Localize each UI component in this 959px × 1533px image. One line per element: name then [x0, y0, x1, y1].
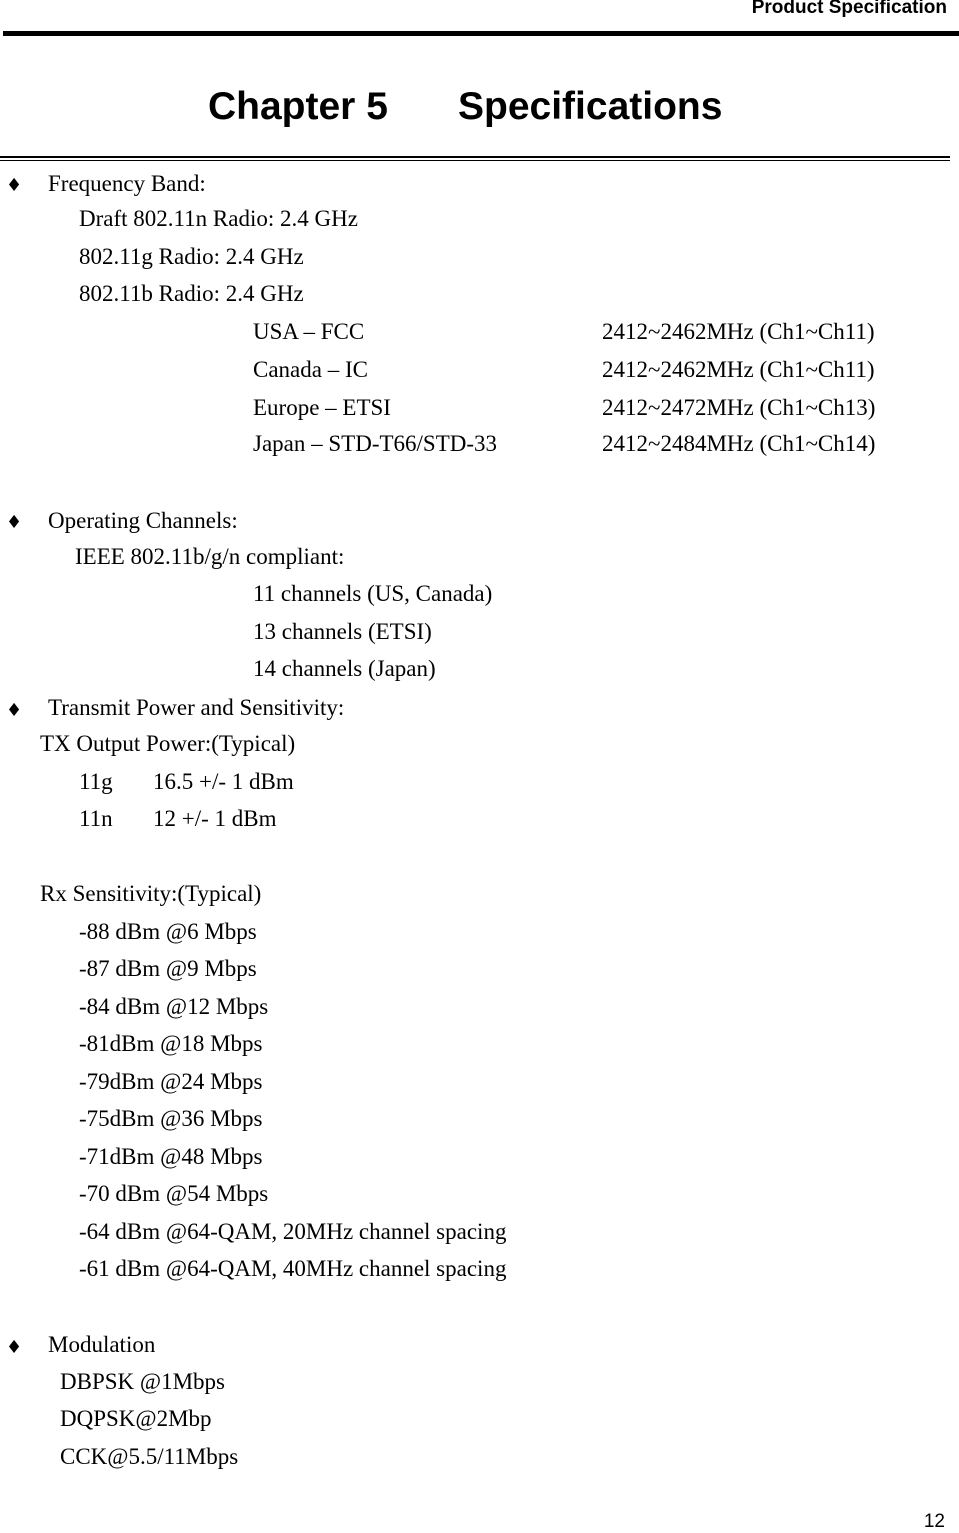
- rx-line: -87 dBm @9 Mbps: [79, 956, 257, 981]
- region-name: Europe – ETSI: [253, 395, 391, 420]
- tx-value: 16.5 +/- 1 dBm: [153, 769, 294, 794]
- bullet-icon: ♦: [6, 1337, 23, 1358]
- power-heading: Transmit Power and Sensitivity:: [48, 695, 345, 720]
- modulation-item: CCK@5.5/11Mbps: [60, 1444, 239, 1469]
- running-header-title: Product Specification: [751, 0, 947, 18]
- tx-value: 12 +/- 1 dBm: [153, 806, 277, 831]
- radio-line: 802.11b Radio: 2.4 GHz: [79, 281, 304, 306]
- rx-line: -61 dBm @64-QAM, 40MHz channel spacing: [79, 1256, 507, 1281]
- channels-heading: Operating Channels:: [48, 508, 238, 533]
- rx-line: -71dBm @48 Mbps: [79, 1144, 263, 1169]
- title-rule-thin: [0, 160, 950, 161]
- rx-line: -79dBm @24 Mbps: [79, 1069, 263, 1094]
- region-range: 2412~2484MHz (Ch1~Ch14): [602, 431, 876, 456]
- tx-heading: TX Output Power:(Typical): [40, 731, 296, 756]
- title-rule-thick: [0, 156, 950, 158]
- rx-line: -70 dBm @54 Mbps: [79, 1181, 269, 1206]
- region-range: 2412~2462MHz (Ch1~Ch11): [602, 319, 875, 344]
- modulation-item: DBPSK @1Mbps: [60, 1369, 225, 1394]
- header-rule: [3, 31, 959, 36]
- rx-line: -81dBm @18 Mbps: [79, 1031, 263, 1056]
- modulation-item: DQPSK@2Mbp: [60, 1406, 212, 1431]
- region-range: 2412~2472MHz (Ch1~Ch13): [602, 395, 876, 420]
- tx-mode: 11n: [79, 806, 113, 831]
- rx-line: -88 dBm @6 Mbps: [79, 919, 257, 944]
- chapter-title: Specifications: [458, 85, 723, 128]
- rx-line: -64 dBm @64-QAM, 20MHz channel spacing: [79, 1219, 507, 1244]
- region-name: USA – FCC: [253, 319, 365, 344]
- radio-line: 802.11g Radio: 2.4 GHz: [79, 244, 304, 269]
- frequency-heading: Frequency Band:: [48, 171, 206, 196]
- page-number: 12: [923, 1511, 945, 1532]
- channel-count: 11 channels (US, Canada): [253, 581, 493, 606]
- channel-count: 13 channels (ETSI): [253, 619, 432, 644]
- radio-line: Draft 802.11n Radio: 2.4 GHz: [79, 206, 358, 231]
- rx-heading: Rx Sensitivity:(Typical): [40, 881, 262, 906]
- channel-count: 14 channels (Japan): [253, 656, 436, 681]
- rx-line: -84 dBm @12 Mbps: [79, 994, 269, 1019]
- region-name: Canada – IC: [253, 357, 368, 382]
- rx-line: -75dBm @36 Mbps: [79, 1106, 263, 1131]
- chapter-number: Chapter 5: [208, 85, 388, 128]
- bullet-icon: ♦: [6, 512, 23, 533]
- tx-mode: 11g: [79, 769, 113, 794]
- region-range: 2412~2462MHz (Ch1~Ch11): [602, 357, 875, 382]
- region-name: Japan – STD-T66/STD-33: [253, 431, 498, 456]
- bullet-icon: ♦: [6, 700, 23, 721]
- channels-standard: IEEE 802.11b/g/n compliant:: [75, 544, 345, 569]
- modulation-heading: Modulation: [48, 1332, 156, 1357]
- bullet-icon: ♦: [6, 175, 23, 196]
